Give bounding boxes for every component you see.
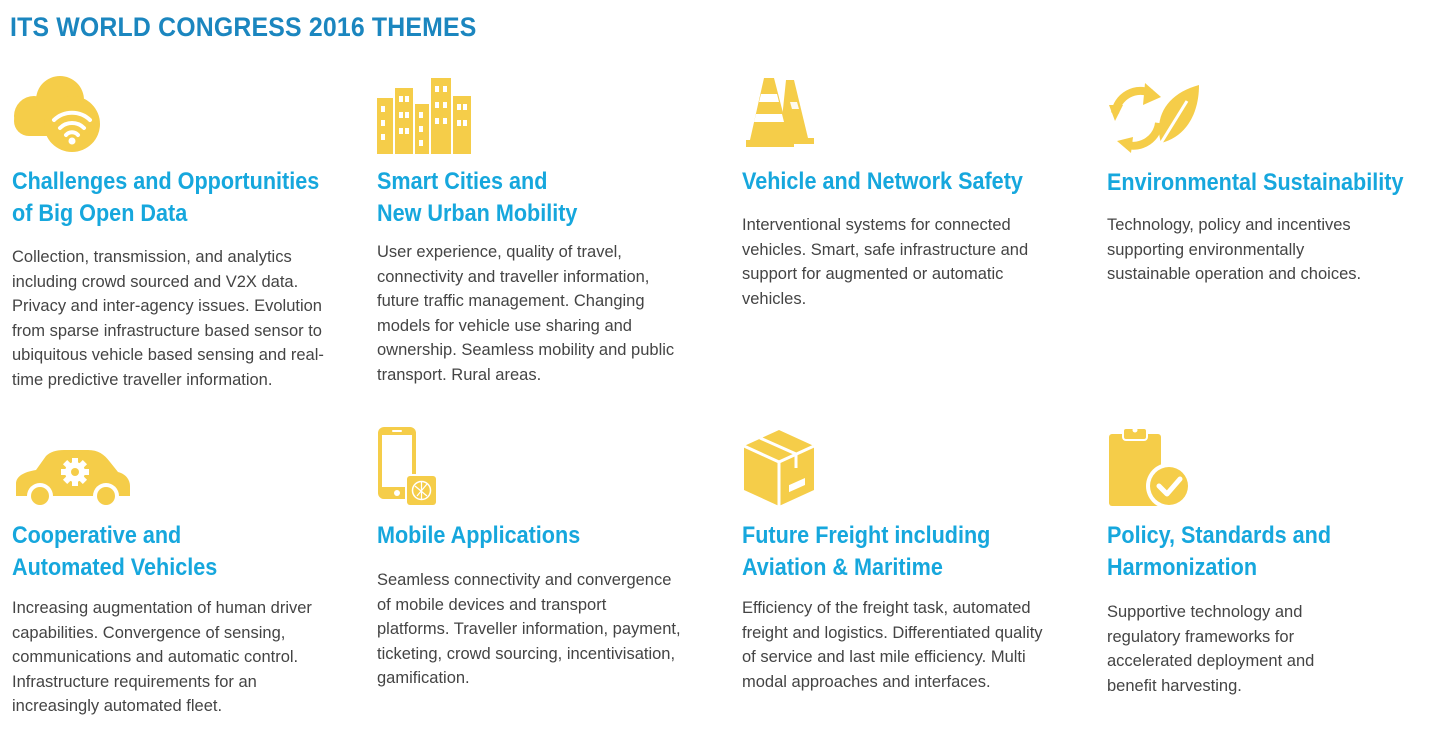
theme-text-line: connectivity and traveller information, [377,267,650,286]
theme-title-line: Smart Cities and [377,168,548,195]
cargo-box-icon [742,428,816,508]
theme-text-line: Seamless connectivity and convergence [377,571,672,589]
theme-title-line: of Big Open Data [12,200,188,227]
theme-text-line: Technology, policy and incentives [1107,216,1351,234]
theme-text-line: Supportive technology and [1107,603,1303,621]
theme-text-line: models for vehicle use sharing and [377,316,632,335]
theme-description [12,245,357,393]
page-title: ITS WORLD CONGRESS 2016 THEMES [10,12,477,42]
smartphone-app-icon [377,426,439,508]
theme-text-line: modal approaches and interfaces. [742,672,991,691]
theme-title-line: New Urban Mobility [377,200,578,227]
theme-text-line: Collection, transmission, and analytics [12,248,292,266]
theme-text-line: future traffic management. Changing [377,292,645,311]
theme-description [377,240,722,388]
traffic-cones-icon [746,76,818,148]
theme-description [377,568,722,691]
theme-title [742,166,1102,198]
theme-text-line: support for augmented or automatic [742,265,1004,284]
theme-title [1107,167,1440,199]
theme-title [377,166,737,230]
theme-text-line: transport. Rural areas. [377,365,542,384]
recycle-leaf-icon [1107,83,1201,155]
theme-title-line: Mobile Applications [377,522,581,549]
theme-title-line: Future Freight including [742,522,991,549]
theme-text-line: Increasing augmentation of human driver [12,599,312,617]
theme-description [742,596,1087,694]
theme-title [1107,520,1440,584]
theme-text-line: increasingly automated fleet. [12,697,223,716]
theme-text-line: capabilities. Convergence of sensing, [12,623,286,642]
theme-text-line: Privacy and inter-agency issues. Evolution [12,297,322,316]
theme-description [12,596,357,719]
theme-title-line: Automated Vehicles [12,554,218,581]
theme-text-line: of mobile devices and transport [377,595,607,614]
theme-text-line: Infrastructure requirements for an [12,672,257,691]
city-buildings-icon [377,76,471,154]
theme-title-line: Aviation & Maritime [742,554,943,581]
theme-title-line: Cooperative and [12,522,182,549]
theme-text-line: freight and logistics. Differentiated quality [742,623,1043,642]
clipboard-check-icon [1107,424,1193,510]
theme-title-line: Vehicle and Network Safety [742,168,1023,195]
theme-text-line: of service and last mile efficiency. Multi [742,648,1026,667]
theme-text-line: accelerated deployment and [1107,652,1315,671]
theme-title [12,520,372,584]
theme-title-line: Harmonization [1107,554,1258,581]
theme-text-line: from sparse infrastructure based sensor to [12,321,322,340]
theme-text-line: vehicles. Smart, safe infrastructure and [742,240,1029,259]
theme-text-line: regulatory frameworks for [1107,627,1295,646]
car-gear-icon [12,450,130,508]
theme-text-line: vehicles. [742,289,807,308]
theme-title-line: Policy, Standards and [1107,522,1332,549]
theme-text-line: ubiquitous vehicle based sensing and real- [12,346,324,365]
theme-text-line: benefit harvesting. [1107,676,1242,695]
theme-text-line: sustainable operation and choices. [1107,265,1362,284]
theme-text-line: platforms. Traveller information, payment, [377,620,681,639]
theme-text-line: Efficiency of the freight task, automated [742,599,1031,617]
cloud-wifi-icon [12,76,102,156]
theme-text-line: time predictive traveller information. [12,370,273,389]
theme-title [12,166,372,230]
theme-text-line: User experience, quality of travel, [377,243,622,261]
theme-text-line: supporting environmentally [1107,240,1305,259]
theme-text-line: ownership. Seamless mobility and public [377,341,675,360]
theme-text-line: ticketing, crowd sourcing, incentivisation, [377,644,676,663]
theme-title-line: Environmental Sustainability [1107,169,1404,196]
theme-title [742,520,1102,584]
theme-text-line: Interventional systems for connected [742,216,1011,234]
theme-title-line: Challenges and Opportunities [12,168,320,195]
theme-description [1107,600,1440,698]
theme-title [377,520,737,552]
theme-text-line: including crowd sourced and V2X data. [12,272,299,291]
theme-description [742,213,1087,311]
theme-description [1107,213,1440,287]
theme-text-line: communications and automatic control. [12,648,299,667]
theme-text-line: gamification. [377,669,470,688]
